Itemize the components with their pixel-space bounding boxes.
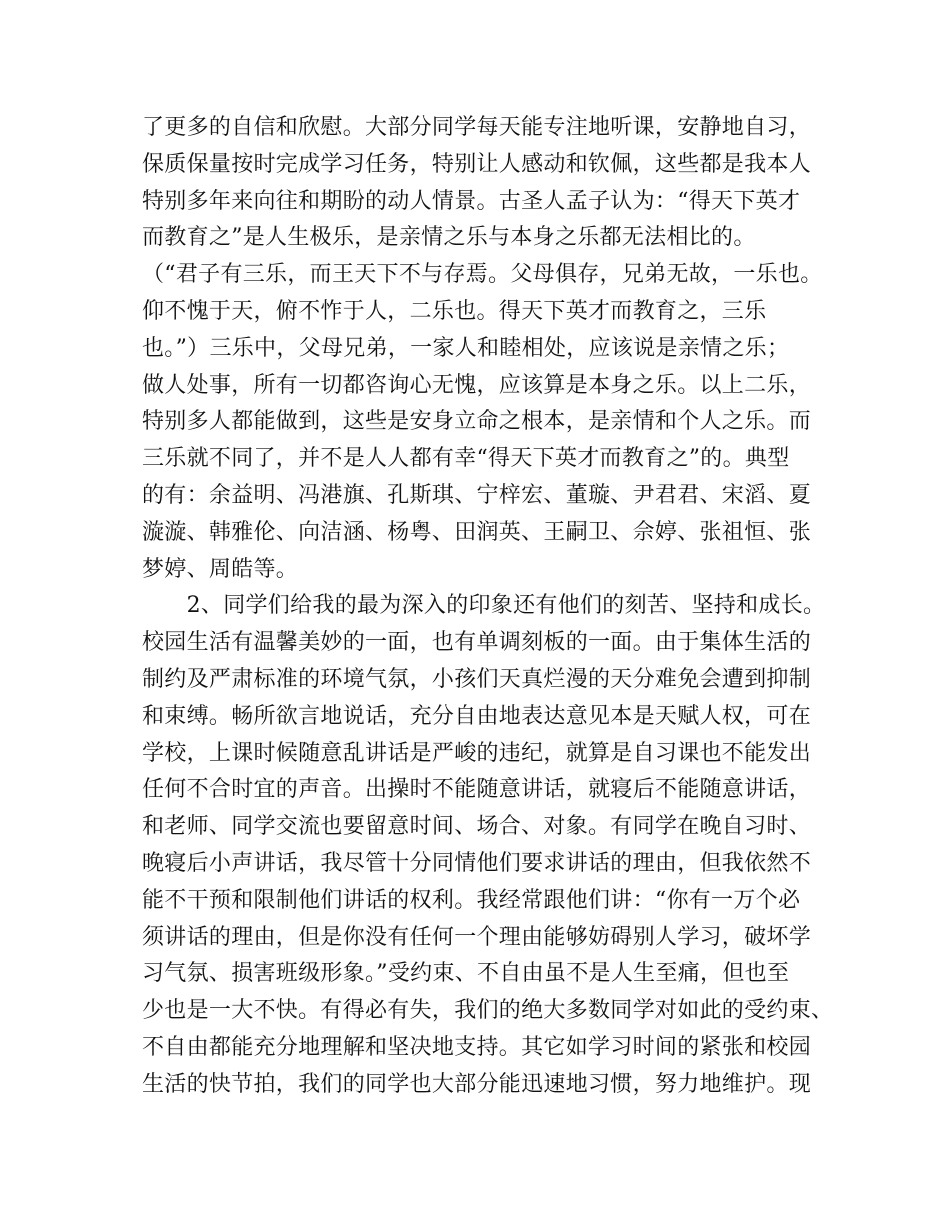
text-line: 不自由都能充分地理解和坚决地支持。其它如学习时间的紧张和校园 bbox=[142, 1034, 812, 1060]
text-line: 少也是一大不快。有得必有失，我们的绝大多数同学对如此的受约束、 bbox=[142, 998, 834, 1024]
text-line: 的有：余益明、冯港旗、孔斯琪、宁梓宏、董璇、尹君君、宋滔、夏 bbox=[142, 482, 812, 508]
text-line: 晚寝后小声讲话，我尽管十分同情他们要求讲话的理由，但我依然不 bbox=[142, 850, 812, 876]
text-line: （“君子有三乐，而王天下不与存焉。父母俱存，兄弟无故，一乐也。 bbox=[142, 262, 823, 288]
text-line: 生活的快节拍，我们的同学也大部分能迅速地习惯，努力地维护。现 bbox=[142, 1071, 812, 1097]
text-line: 做人处事，所有一切都咨询心无愧，应该算是本身之乐。以上二乐， bbox=[142, 372, 812, 398]
text-line: 三乐就不同了，并不是人人都有幸“得天下英才而教育之”的。典型 bbox=[142, 446, 790, 472]
text-line: 学校，上课时候随意乱讲话是严峻的违纪，就算是自习课也不能发出 bbox=[142, 740, 812, 766]
text-line: 漩漩、韩雅伦、向洁涵、杨粤、田润英、王嗣卫、佘婷、张祖恒、张 bbox=[142, 519, 812, 545]
text-line: 制约及严肃标准的环境气氛，小孩们天真烂漫的天分难免会遭到抑制 bbox=[142, 666, 812, 692]
text-line: 和束缚。畅所欲言地说话，充分自由地表达意见本是天赋人权，可在 bbox=[142, 703, 812, 729]
text-line: 也。”）三乐中，父母兄弟，一家人和睦相处，应该说是亲情之乐； bbox=[142, 335, 790, 361]
text-line: 而教育之”是人生极乐，是亲情之乐与本身之乐都无法相比的。 bbox=[142, 225, 756, 251]
text-line: 保质保量按时完成学习任务，特别让人感动和钦佩，这些都是我本人 bbox=[142, 151, 812, 177]
text-line: 特别多年来向往和期盼的动人情景。古圣人孟子认为：“得天下英才 bbox=[142, 188, 801, 214]
text-line: 仰不愧于天，俯不怍于人，二乐也。得天下英才而教育之，三乐 bbox=[142, 298, 767, 324]
text-line: 校园生活有温馨美妙的一面，也有单调刻板的一面。由于集体生活的 bbox=[142, 630, 812, 656]
text-line: 能不干预和限制他们讲话的权利。我经常跟他们讲：“你有一万个必 bbox=[142, 887, 801, 913]
text-line: 和老师、同学交流也要留意时间、场合、对象。有同学在晚自习时、 bbox=[142, 814, 812, 840]
text-line: 梦婷、周皓等。 bbox=[142, 556, 299, 582]
text-line: 任何不合时宜的声音。出操时不能随意讲话，就寝后不能随意讲话， bbox=[142, 777, 812, 803]
text-line: 了更多的自信和欣慰。大部分同学每天能专注地听课，安静地自习， bbox=[142, 115, 812, 140]
text-line: 特别多人都能做到，这些是安身立命之根本，是亲情和个人之乐。而 bbox=[142, 409, 812, 435]
body-text bbox=[142, 110, 834, 1104]
text-line: 2、同学们给我的最为深入的印象还有他们的刻苦、坚持和成长。 bbox=[142, 593, 826, 619]
text-line: 习气氛、损害班级形象。”受约束、不自由虽不是人生至痛，但也至 bbox=[142, 961, 790, 987]
text-line: 须讲话的理由，但是你没有任何一个理由能够妨碍别人学习，破坏学 bbox=[142, 924, 812, 950]
